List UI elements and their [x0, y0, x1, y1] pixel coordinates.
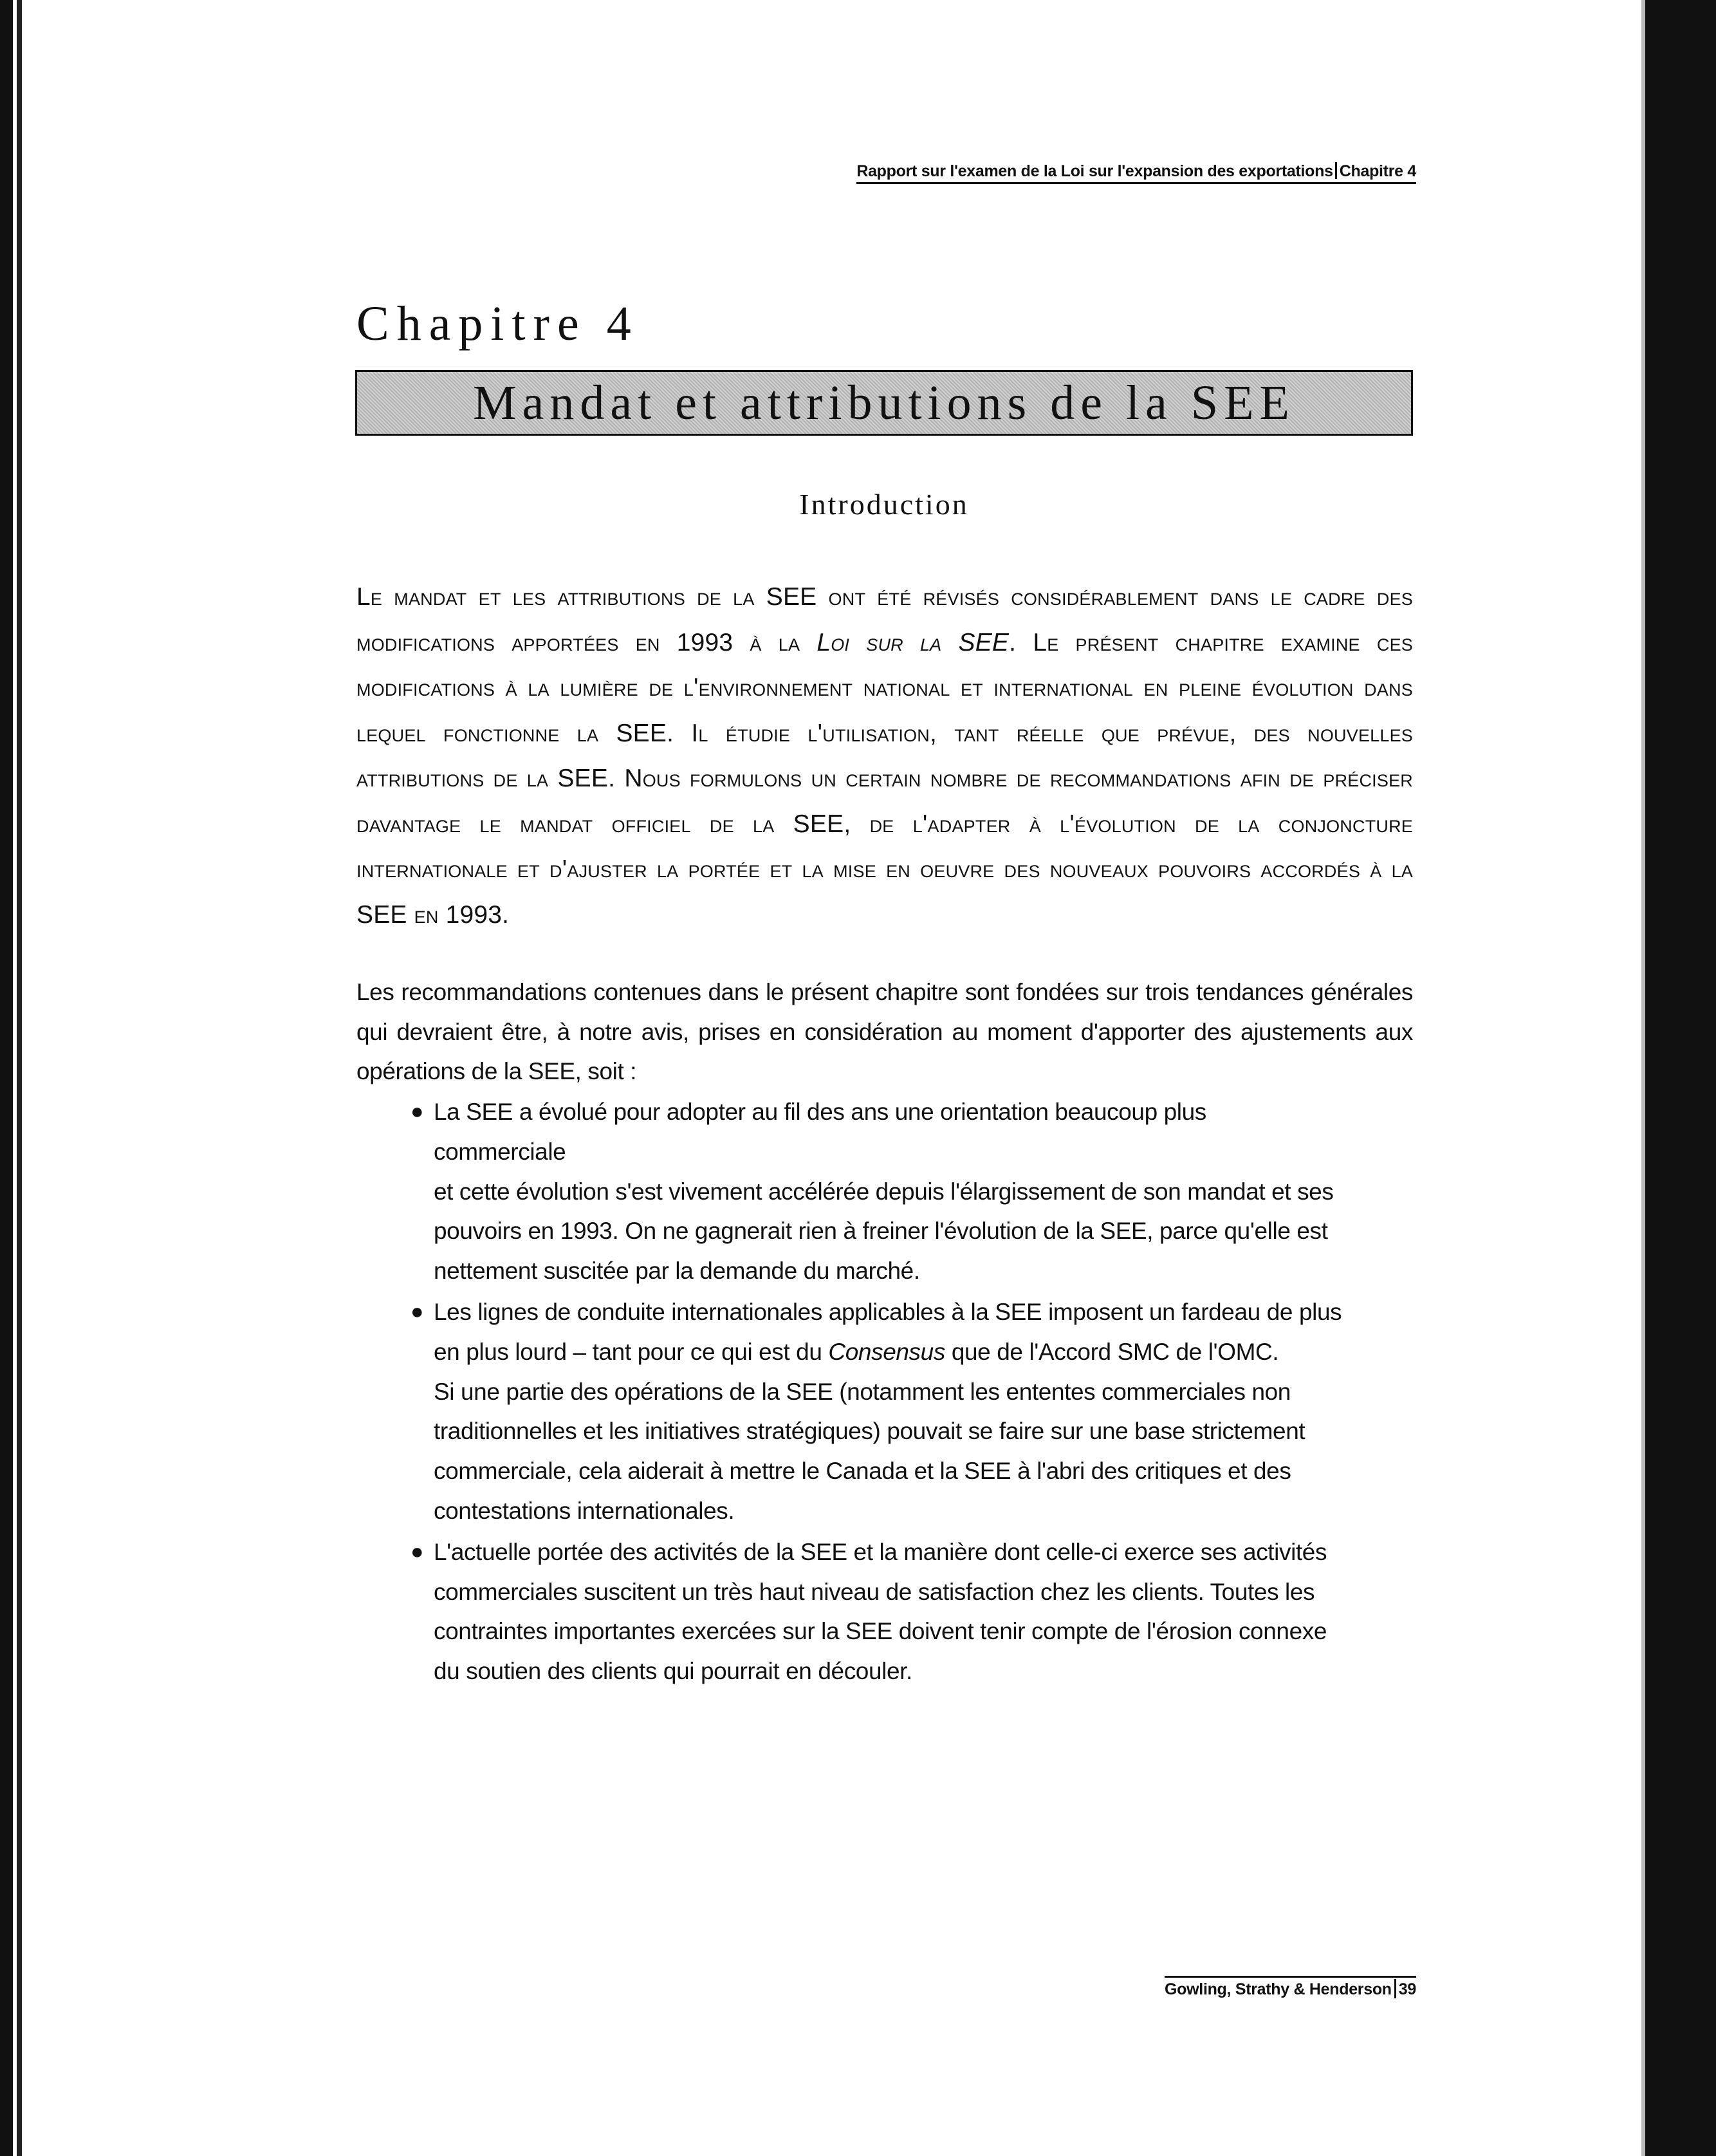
- bullet-line: La SEE a évolué pour adopter au fil des ans une orientation beaucoup plus commerciale: [434, 1099, 1206, 1165]
- bullet-line: nettement suscitée par la demande du marché.: [434, 1258, 920, 1285]
- bullet-line: traditionnelles et les initiatives stratégiques) pouvait se faire sur une base strictement: [434, 1418, 1305, 1445]
- bullet-list: [411, 1092, 1342, 1693]
- section-heading: Introduction: [799, 488, 969, 521]
- list-item: [411, 1292, 1342, 1531]
- list-item: [411, 1532, 1342, 1691]
- bullet-text: que de l'Accord SMC de l'OMC.: [945, 1338, 1279, 1365]
- chapter-title: Mandat et attributions de la SEE: [473, 375, 1295, 430]
- bullet-line: pouvoirs en 1993. On ne gagnerait rien à freiner l'évolution de la SEE, parce qu'elle est: [434, 1218, 1328, 1245]
- running-chapter-ref: Chapitre 4: [1339, 162, 1416, 180]
- bullet-text: en plus lourd – tant pour ce qui est du: [434, 1338, 829, 1365]
- bullet-line: et cette évolution s'est vivement accélérée depuis l'élargissement de son mandat et ses: [434, 1178, 1334, 1205]
- footer-separator: [1394, 1979, 1396, 1998]
- running-footer: [1165, 1976, 1416, 1999]
- chapter-title-banner: [355, 370, 1413, 436]
- intro-text-start: Le mandat et les attributions de la SEE ont été révisés considérablement dans le cadre des modifications apportées en 1993 à la: [356, 583, 1413, 656]
- scan-border-left: [0, 0, 13, 2156]
- running-title: Rapport sur l'examen de la Loi sur l'expansion des exportations: [856, 162, 1333, 180]
- body-paragraph: Les recommandations contenues dans le présent chapitre sont fondées sur trois tendances générales qui devraient être, à notre avis, prises en considération au moment d'apporter des ajustements aux opérations de la SEE, soit :: [356, 979, 1413, 1084]
- bullet-line: L'actuelle portée des activités de la SEE et la manière dont celle-ci exerce ses activités: [434, 1538, 1327, 1565]
- intro-text-end: . Le présent chapitre examine ces modifications à la lumière de l'environnement national et international en pleine évolution dans lequel fonctionne la SEE. Il étudie l'utilisation, tant réelle que prévue, des nouvelles attributions de la SEE. Nous formulons un certain nombre de recommandations afin de préciser davantage le mandat officiel de la SEE, de l'adapter à l'évolution de la conjoncture internationale et d'ajuster la portée et la mise en oeuvre des nouveaux pouvoirs accordés à la SEE en 1993.: [356, 628, 1413, 929]
- running-header: [856, 162, 1416, 184]
- bullet-line: contestations internationales.: [434, 1497, 735, 1524]
- header-separator: [1335, 162, 1337, 179]
- scan-border-left-inner: [17, 0, 22, 2156]
- consensus-term: Consensus: [828, 1338, 945, 1365]
- intro-paragraph: [356, 575, 1413, 938]
- bullet-line: contraintes importantes exercées sur la SEE doivent tenir compte de l'érosion connexe: [434, 1618, 1327, 1645]
- bullet-line: Si une partie des opérations de la SEE (notamment les ententes commerciales non: [434, 1378, 1291, 1405]
- bullet-line: commerciale, cela aiderait à mettre le Canada et la SEE à l'abri des critiques et des: [434, 1458, 1291, 1485]
- bullet-icon: ●: [411, 1299, 424, 1324]
- intro-law-title: Loi sur la SEE: [816, 628, 1010, 656]
- page-number: 39: [1398, 1980, 1416, 1998]
- bullet-icon: ●: [411, 1099, 424, 1124]
- bullet-line: Les lignes de conduite internationales applicables à la SEE imposent un fardeau de plus: [434, 1298, 1342, 1325]
- bullet-line: commerciales suscitent un très haut niveau de satisfaction chez les clients. Toutes les: [434, 1578, 1315, 1605]
- scan-border-right: [1645, 0, 1716, 2156]
- bullet-line: [434, 1332, 1342, 1372]
- footer-publisher: Gowling, Strathy & Henderson: [1165, 1980, 1392, 1998]
- bullet-line: du soutien des clients qui pourrait en découler.: [434, 1658, 912, 1685]
- list-item: [411, 1092, 1342, 1291]
- bullet-icon: ●: [411, 1539, 424, 1564]
- chapter-label: Chapitre 4: [356, 297, 639, 351]
